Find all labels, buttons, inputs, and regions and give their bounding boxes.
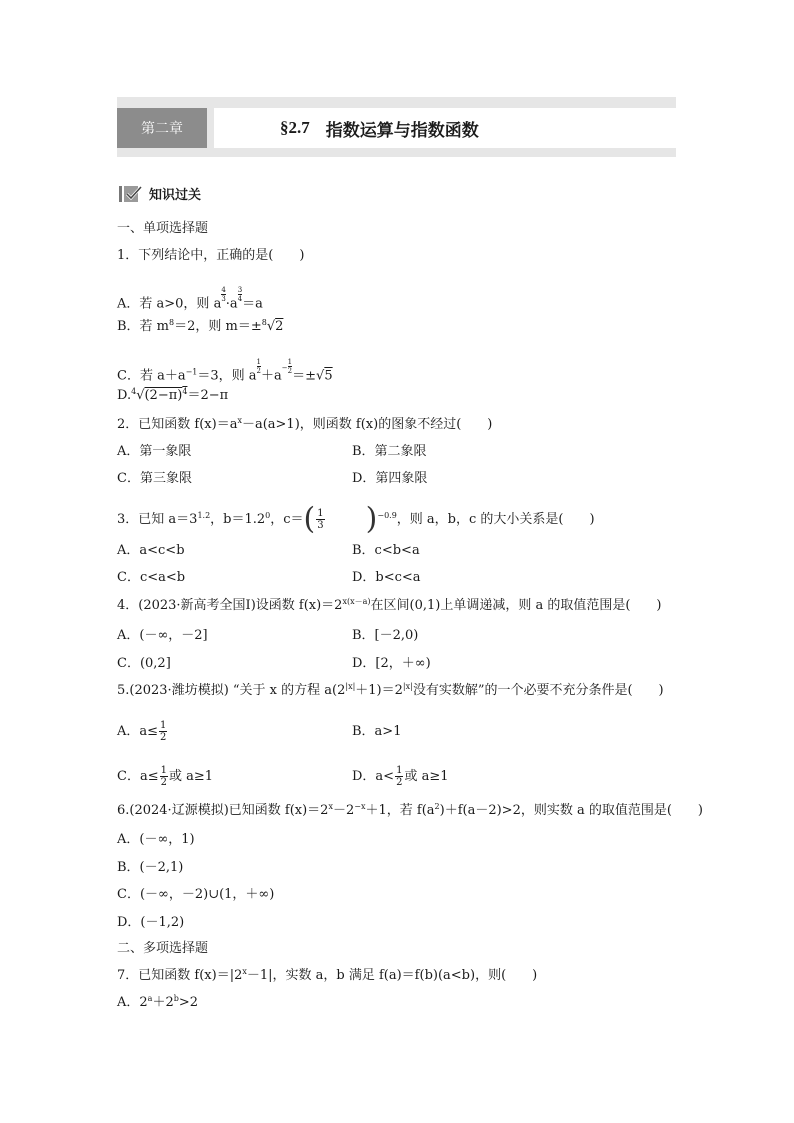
q3-right-paren: ) (365, 501, 378, 537)
q5-option-b: B．a>1 (352, 724, 402, 739)
q1a-exp2: $\frac{3}{4}$ (237, 286, 243, 303)
q3-post: ，则 a，b，c 的大小关系是( ) (396, 512, 595, 527)
q1a-post: ＝a (242, 296, 263, 312)
q3-option-c: C．c<a<b (117, 570, 186, 585)
q1c-rad: 5 (324, 368, 333, 384)
q1c-exp1: $\frac{1}{2}$ (256, 358, 262, 375)
q1b-rad: 2 (275, 319, 284, 334)
q1-option-b: B．若 $m^8=2$，则 m＝±$^8$√2 (117, 318, 284, 334)
q2-stem (117, 416, 492, 434)
q4-post: 在区间(0,1)上单调递减，则 a 的取值范围是( ) (370, 598, 662, 613)
q7-stem (117, 967, 537, 985)
section-number: §2.7 (280, 118, 310, 137)
q3-c-frac: $\frac{1}{3}$ (317, 508, 324, 531)
chapter-tab (117, 108, 207, 148)
q1c-exp2: $\frac{1}{2}$ (287, 358, 293, 375)
q5-option-d (352, 765, 449, 788)
q5d-post: 或 a≥1 (404, 769, 449, 784)
q1b-pre: B．若 m (117, 319, 170, 334)
q1b-exp: 8 (169, 318, 175, 328)
knowledge-text: 知识过关 (149, 188, 202, 203)
checklist-icon (119, 185, 143, 203)
q7-exp: x (242, 967, 247, 977)
q5-stem (117, 682, 664, 700)
q7a-post: >2 (178, 995, 199, 1010)
q2-stem-exp: x (237, 416, 242, 426)
q6-option-b: B．(－2,1) (117, 860, 184, 875)
q1c-exp: −1 (185, 367, 198, 377)
q1d-pre: D. (117, 388, 132, 403)
knowledge-label (119, 184, 201, 203)
q3-c-exp: −0.9 (377, 511, 397, 521)
q3-b-exp: 0 (265, 511, 271, 521)
q5-option-a (117, 720, 168, 743)
q1a-exp1: $\frac{4}{3}$ (221, 286, 226, 303)
q1-option-d: $D.^4√(2-\pi)^4=2-\pi$ (117, 387, 229, 403)
q1-option-a (117, 286, 263, 313)
q5a-pre: A．a≤ (117, 724, 159, 739)
q3-option-a: A．a<c<b (117, 543, 185, 558)
q7-pre: 7．已知函数 f(x)＝|2 (117, 968, 243, 983)
q4-option-b: B．[－2,0) (352, 628, 419, 643)
q4-option-a: A．(－∞，－2] (117, 628, 208, 643)
q2-stem-post: －a(a>1)，则函数 f(x)的图象不经过( ) (241, 417, 493, 432)
q7-post: －1|，实数 a，b 满足 f(a)＝f(b)(a<b)，则( ) (246, 968, 538, 983)
q3-a-exp: 1.2 (197, 511, 211, 521)
q3-left-paren: ( (303, 501, 316, 537)
q1d-radicand: $(2-\pi)^4$ (144, 387, 188, 403)
q3-mid1: ，b＝1.2 (210, 512, 266, 527)
q1a-mid: ·a (225, 296, 238, 312)
q1a-pre: A．若 a>0，则 a (117, 296, 222, 312)
q6-option-d: D．(－1,2) (117, 915, 185, 930)
q4-exp: x(x－a) (342, 597, 371, 607)
q1b-rad-index: 8 (261, 318, 267, 328)
q1-stem: 1．下列结论中，正确的是( ) (117, 248, 305, 263)
q4-stem (117, 597, 662, 615)
page-title: 指数运算与指数函数 (325, 120, 479, 141)
q3-pre: 3．已知 a＝3 (117, 512, 198, 527)
q2-option-c: C．第三象限 (117, 471, 192, 486)
q5c-frac: $\frac{1}{2}$ (160, 765, 167, 788)
q5d-frac: $\frac{1}{2}$ (396, 765, 403, 788)
chapter-label: 第二章 (141, 121, 183, 137)
q3-mid2: ，c＝ (270, 512, 304, 527)
q6-exp2: −x (354, 802, 366, 812)
q6-post: )＋f(a－2)>2，则实数 a 的取值范围是( ) (439, 803, 703, 818)
q7a-exp1: a (147, 994, 153, 1004)
q7a-mid: ＋2 (152, 995, 174, 1010)
q6-exp1: x (328, 802, 333, 812)
q7a-exp2: b (173, 994, 179, 1004)
q6-pre: 6.(2024·辽源模拟)已知函数 f(x)＝2 (117, 803, 329, 818)
title-box (214, 108, 676, 148)
q1c-mid: ＝3，则 a (197, 368, 257, 384)
q3-stem (117, 501, 595, 537)
q5-pre: 5.(2023·潍坊模拟) “关于 x 的方程 a(2 (117, 683, 346, 698)
part2-heading: 二、多项选择题 (117, 941, 209, 956)
q5-exp1: |x| (345, 682, 356, 692)
q7a-pre: A．2 (117, 995, 148, 1010)
q6-mid2: ＋1，若 f(a (365, 803, 435, 818)
q5d-pre: D．a< (352, 769, 395, 784)
q1c-minus: − (281, 364, 288, 373)
q3-option-b: B．c<b<a (352, 543, 420, 558)
q1d-idx: 4 (131, 387, 137, 397)
q7-option-a (117, 994, 198, 1012)
q5-exp2: |x| (402, 682, 413, 692)
q1b-mid: ＝2，则 m＝± (174, 319, 262, 334)
q2-option-d: D．第四象限 (352, 471, 428, 486)
q5c-pre: C．a≤ (117, 769, 159, 784)
q5-option-c (117, 765, 213, 788)
q6-stem (117, 802, 703, 820)
part1-heading: 一、单项选择题 (117, 221, 209, 236)
q4-pre: 4．(2023·新高考全国Ⅰ)设函数 f(x)＝2 (117, 598, 343, 613)
q3-option-d: D．b<c<a (352, 570, 421, 585)
q5-mid: ＋1)＝2 (355, 683, 403, 698)
q1-option-c: C．若 $a+a^{-1}=3$，则 a $\frac{1}{2}$ ＋a− $\frac{1}{2}$ ＝±√5 (117, 358, 333, 384)
q2-stem-pre: 2．已知函数 f(x)＝a (117, 417, 238, 432)
q4-option-d: D．[2，＋∞) (352, 656, 431, 671)
q2-option-b: B．第二象限 (352, 444, 427, 459)
q6-option-a: A．(－∞，1) (117, 832, 195, 847)
q1c-pre: C．若 a＋a (117, 368, 186, 384)
q4-option-c: C．(0,2] (117, 656, 171, 671)
q1c-plus: ＋a (261, 368, 282, 384)
q6-exp3: 2 (434, 802, 440, 812)
q6-mid: －2 (332, 803, 355, 818)
q2-option-a: A．第一象限 (117, 444, 192, 459)
q5-post: 没有实数解”的一个必要不充分条件是( ) (412, 683, 664, 698)
q1c-post: ＝± (292, 368, 317, 384)
q1d-post: ＝2−π (187, 388, 229, 403)
q5c-post: 或 a≥1 (168, 769, 214, 784)
q5a-frac: $\frac{1}{2}$ (160, 720, 167, 743)
q6-option-c: C．(－∞，－2)∪(1，＋∞) (117, 887, 275, 902)
